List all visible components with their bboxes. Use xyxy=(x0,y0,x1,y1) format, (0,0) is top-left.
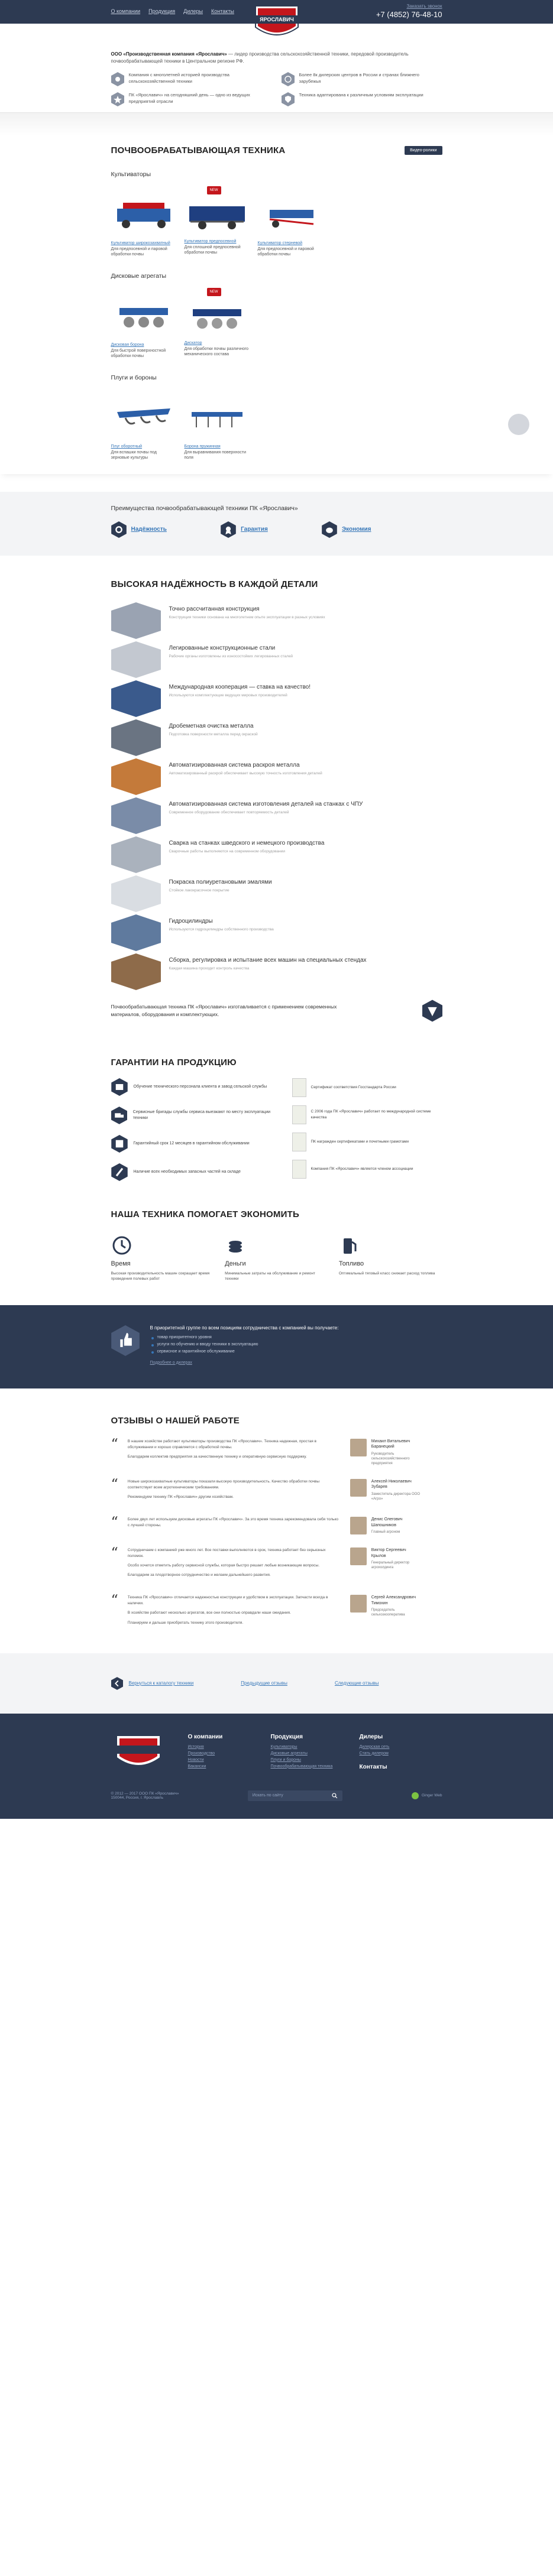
footer-link[interactable]: История xyxy=(187,1744,204,1749)
reliability-item-title: Сварка на станках шведского и немецкого производства xyxy=(169,839,325,846)
footer-heading[interactable]: Дилеры xyxy=(359,1733,383,1740)
star-icon xyxy=(111,92,124,106)
economy-item xyxy=(339,1235,442,1281)
guarantee-list xyxy=(111,1078,283,1192)
review-text xyxy=(128,1595,341,1629)
product-image xyxy=(111,287,176,339)
certificate-image xyxy=(292,1133,306,1151)
main-nav xyxy=(111,8,234,14)
certificate-item[interactable] xyxy=(292,1160,442,1179)
reviews-section xyxy=(111,1388,442,1653)
footer-col-dealers xyxy=(360,1734,442,1775)
footer-link[interactable]: Культиваторы xyxy=(270,1744,297,1749)
certificate-text: Компания ПК «Ярославич» является членом ассоциации xyxy=(311,1167,413,1172)
preference-item: товар приоритетного уровня xyxy=(157,1335,339,1339)
author-position: Председатель сельхозкооператива xyxy=(371,1608,405,1617)
new-badge: NEW xyxy=(207,186,221,194)
reliability-item-title: Автоматизированная система раскроя металла xyxy=(169,761,300,768)
reliability-image xyxy=(111,680,161,717)
review-paragraph: В хозяйстве работают несколько агрегатов, все они полностью оправдали наши ожидания. xyxy=(127,1611,291,1615)
product-card[interactable] xyxy=(185,388,250,460)
guarantee-text: Обучение технического персонала клиента и завод сельской службы xyxy=(133,1084,267,1089)
reliability-item xyxy=(111,836,442,875)
feature-list xyxy=(111,72,442,106)
author-name: Алексей Николаевич Зубарев xyxy=(371,1479,412,1490)
new-badge: NEW xyxy=(207,288,221,296)
economy-desc: Минимальные затраты на обслуживание и ремонт техники xyxy=(225,1271,315,1281)
avatar xyxy=(350,1517,367,1534)
tractor-icon xyxy=(111,72,124,86)
nav-link[interactable]: Дилеры xyxy=(183,8,203,14)
author-name: Михаил Витальевич Баранецкий xyxy=(371,1439,410,1449)
brand-name: ЯРОСЛАВИЧ xyxy=(259,17,294,22)
review-paragraph: Техника ПК «Ярославич» отличается надежностью конструкции и удобством в эксплуатации. Запчасти всегда в наличии. xyxy=(127,1595,328,1606)
product-list xyxy=(111,388,442,460)
preference-item: услуги по обучению и вводу техники в эксплуатацию xyxy=(157,1342,339,1347)
reliability-item xyxy=(111,875,442,914)
globe-icon xyxy=(282,72,295,86)
reliability-image xyxy=(111,875,161,912)
certificate-list xyxy=(292,1078,442,1192)
footer-link[interactable]: Дисковые агрегаты xyxy=(270,1751,308,1756)
guarantee-text: Наличие всех необходимых запасных частей на складе xyxy=(133,1169,241,1174)
back-to-catalog-link[interactable]: Вернуться к каталогу техники xyxy=(128,1680,194,1686)
reliability-item-title: Легированные конструкционные стали xyxy=(169,644,276,651)
footer-heading[interactable]: Контакты xyxy=(359,1763,387,1770)
advantages-section xyxy=(0,492,553,556)
product-image xyxy=(185,388,250,440)
reliability-item-desc: Каждая машина проходит контроль качества xyxy=(169,966,250,971)
product-list xyxy=(111,287,442,359)
gear-icon xyxy=(111,521,127,538)
reliability-item xyxy=(111,680,442,719)
footer-heading[interactable]: Продукция xyxy=(270,1733,303,1740)
product-name[interactable]: Дискатор xyxy=(184,341,202,346)
quote-icon: “ xyxy=(111,1514,118,1531)
reliability-item-desc: Используются комплектующие ведущих мировых производителей xyxy=(169,693,287,697)
site-search xyxy=(248,1790,342,1801)
guarantee-item xyxy=(111,1107,283,1124)
guarantee-item xyxy=(111,1135,283,1153)
reliability-summary: Почвообрабатывающая техника ПК «Ярославич» изготавливается с применением современных материалов, оборудования и комплектующих. xyxy=(111,1003,337,1017)
tab-reliability[interactable] xyxy=(111,521,167,538)
reliability-item-title: Сборка, регулировка и испытание всех машин на специальных стендах xyxy=(169,956,367,963)
feature-item xyxy=(111,72,272,86)
economy-section xyxy=(111,1192,442,1281)
avatar xyxy=(350,1595,367,1613)
prev-reviews-link[interactable]: Предыдущие отзывы xyxy=(241,1680,287,1686)
reviews-list xyxy=(111,1435,442,1630)
arrow-left-icon[interactable] xyxy=(111,1677,123,1690)
economy-title-item: Топливо xyxy=(338,1260,364,1267)
avatar xyxy=(350,1439,367,1456)
intro-section xyxy=(111,24,442,112)
product-name[interactable]: Дисковая борона xyxy=(111,343,144,348)
feature-text: Более 8к дилерских центров в России и странах ближнего зарубежья xyxy=(299,72,419,84)
quote-icon: “ xyxy=(111,1592,118,1609)
economy-title-item: Время xyxy=(111,1260,131,1267)
reliability-title: ВЫСОКАЯ НАДЁЖНОСТЬ В КАЖДОЙ ДЕТАЛИ xyxy=(111,579,318,589)
tab-label: Экономия xyxy=(341,526,371,533)
footer-col-company xyxy=(188,1734,271,1775)
avatar xyxy=(350,1547,367,1565)
product-list xyxy=(111,185,442,257)
guarantee-item xyxy=(111,1078,283,1096)
product-name[interactable]: Плуг оборотный xyxy=(111,445,143,449)
copyright: © 2012 — 2017 ООО ПК «Ярославич» xyxy=(111,1791,179,1796)
product-card[interactable] xyxy=(111,185,176,257)
product-name[interactable]: Культиватор предпосевной xyxy=(184,239,237,244)
product-desc: Для быстрой поверхностной обработки почвы xyxy=(111,349,166,359)
advantages-title: Преимущества почвообрабатывающей техники ПК «Ярославич» xyxy=(111,504,298,512)
author-name: Виктор Сергеевич Крылов xyxy=(371,1548,406,1558)
certificate-text: Сертификат соответствия Госстандарта России xyxy=(311,1085,396,1090)
tab-economy[interactable] xyxy=(322,521,371,538)
reviews-navigation xyxy=(0,1653,553,1714)
wrench-icon xyxy=(111,1163,128,1181)
reliability-item-desc: Автоматизированный раскрой обеспечивает высокую точность изготовления деталей xyxy=(169,771,322,776)
review-author xyxy=(350,1479,421,1504)
search-input[interactable] xyxy=(253,1793,328,1798)
reliability-footer xyxy=(111,1000,442,1022)
review-author xyxy=(350,1595,421,1629)
reliability-item-desc: Рабочие органы изготовлены из износостойких легированных сталей xyxy=(169,654,293,658)
guarantee-title: ГАРАНТИИ НА ПРОДУКЦИЮ xyxy=(111,1057,237,1068)
phone-number[interactable]: +7 (4852) 76-48-10 xyxy=(376,10,442,19)
author-position: Главный агроном xyxy=(371,1530,400,1534)
advantages-tabs xyxy=(111,521,371,538)
reliability-image xyxy=(111,641,161,678)
review-item xyxy=(111,1547,442,1582)
feature-item xyxy=(111,92,272,106)
reliability-image xyxy=(111,836,161,873)
certificate-item[interactable] xyxy=(292,1133,442,1151)
author-position: Генеральный директор агрохолдинга xyxy=(371,1560,410,1570)
callback-link[interactable]: Заказать звонок xyxy=(406,4,442,9)
economy-item xyxy=(111,1235,215,1281)
product-image xyxy=(258,185,323,237)
book-icon xyxy=(111,1078,128,1096)
intro-body: — лидер производства сельскохозяйственной техники, передовой производитель почвообрабатывающей техники в Центральном регионе РФ. xyxy=(111,51,409,64)
review-paragraph: В нашем хозяйстве работают культиваторы производства ПК «Ярославич». Техника надежная, простая в обслуживании и хорошо справляется с обработкой почвы. xyxy=(127,1439,317,1449)
reliability-list xyxy=(111,602,442,992)
preferences-list xyxy=(150,1335,339,1354)
guarantee-text: Гарантийный срок 12 месяцев в гарантийном обслуживании xyxy=(133,1141,250,1146)
feature-text: Техника адаптирована к различным условиям эксплуатации xyxy=(299,92,423,98)
review-author xyxy=(350,1547,421,1582)
truck-icon xyxy=(111,1107,127,1124)
feature-item xyxy=(282,92,442,106)
dealer-preferences xyxy=(0,1305,553,1388)
developer-logo-icon xyxy=(411,1792,419,1800)
brand-hex-icon xyxy=(422,1000,442,1022)
nav-link[interactable]: О компании xyxy=(111,8,141,14)
review-text xyxy=(128,1517,341,1534)
reliability-item-desc: Современное оборудование обеспечивает повторяемость деталей xyxy=(169,810,289,815)
footer-link[interactable]: Дилерская сеть xyxy=(359,1744,390,1749)
footer-col-products xyxy=(271,1734,360,1775)
review-paragraph: Новые широкозахватные культиваторы показали высокую производительность. Качество обработки почвы соответствует всем агротехническим требованиям. xyxy=(127,1479,320,1490)
header xyxy=(0,0,553,24)
reliability-item-desc: Используются гидроцилиндры собственного производства xyxy=(169,927,274,932)
review-paragraph: Планируем и дальше приобретать технику этого производителя. xyxy=(127,1620,244,1625)
reliability-item-title: Покраска полиуретановыми эмалями xyxy=(169,878,272,885)
review-item xyxy=(111,1475,442,1504)
reliability-image xyxy=(111,953,161,990)
thumbs-up-icon xyxy=(111,1325,140,1356)
reliability-item xyxy=(111,641,442,680)
review-paragraph: Благодарим за плодотворное сотрудничество и желаем дальнейшего развития. xyxy=(127,1573,271,1578)
reliability-image xyxy=(111,719,161,756)
certificate-item[interactable] xyxy=(292,1078,442,1097)
product-image xyxy=(185,185,250,237)
product-desc: Для предпосевной и паровой обработки почвы xyxy=(111,247,167,257)
review-text xyxy=(128,1479,341,1504)
product-image xyxy=(185,287,250,339)
guarantee-text: Сервисные бригады службы сервиса выезжают по месту эксплуатации техники xyxy=(132,1109,271,1120)
nav-link[interactable]: Продукция xyxy=(148,8,176,14)
reliability-item-desc: Стойкое лакокрасочное покрытие xyxy=(169,888,229,893)
reliability-item xyxy=(111,719,442,758)
reliability-item xyxy=(111,602,442,641)
footer-link[interactable]: Стать дилером xyxy=(359,1751,389,1756)
product-name[interactable]: Культиватор широкозахватный xyxy=(111,241,170,245)
certificate-image xyxy=(292,1078,306,1097)
reliability-image xyxy=(111,914,161,951)
reliability-image xyxy=(111,758,161,795)
divider xyxy=(0,112,553,136)
review-item xyxy=(111,1514,442,1534)
product-card[interactable] xyxy=(185,185,250,257)
review-paragraph: Более двух лет используем дисковые агрегаты ПК «Ярославич». За это время техника зарекомендовала себя только с лучшей стороны. xyxy=(127,1517,339,1528)
category-title: Культиваторы xyxy=(111,171,151,178)
quote-icon: “ xyxy=(111,1435,118,1452)
avatar xyxy=(350,1479,367,1497)
reliability-item xyxy=(111,797,442,836)
product-desc: Для вспашки почвы под зерновые культуры xyxy=(111,450,157,460)
catalog-section xyxy=(0,145,553,474)
product-name[interactable]: Борона пружинная xyxy=(184,445,221,449)
dealers-link[interactable]: Подробнее о дилерах xyxy=(150,1360,192,1365)
author-name: Сергей Александрович Тимохин xyxy=(371,1595,416,1605)
reliability-item-title: Международная кооперация — ставка на качество! xyxy=(169,683,311,690)
piggy-icon xyxy=(322,521,337,538)
product-desc: Для предпосевной и паровой обработки почвы xyxy=(257,247,314,257)
preferences-intro: В приоритетной группе по всем позициям сотрудничества с компанией вы получаете: xyxy=(150,1325,339,1331)
footer-bottom xyxy=(111,1790,442,1801)
guarantee-section xyxy=(111,1022,442,1192)
reliability-image xyxy=(111,602,161,639)
product-card[interactable] xyxy=(111,388,176,460)
address: 150044, Россия, г. Ярославль xyxy=(111,1795,163,1800)
economy-title-item: Деньги xyxy=(225,1260,246,1267)
quote-icon: “ xyxy=(111,1545,118,1562)
tab-label: Гарантия xyxy=(241,526,268,533)
review-item xyxy=(111,1592,442,1629)
review-item xyxy=(111,1435,442,1466)
contact-box xyxy=(376,4,442,19)
tab-guarantee[interactable] xyxy=(221,521,268,538)
author-position: Заместитель директора ООО «Агро» xyxy=(371,1492,420,1501)
product-card[interactable] xyxy=(185,287,250,359)
reliability-item-desc: Конструкция техники основана на многолетнем опыте эксплуатации в разных условиях xyxy=(169,615,325,619)
nav-link[interactable]: Контакты xyxy=(211,8,234,14)
footer-link[interactable]: Плуги и бороны xyxy=(270,1757,301,1762)
developer-credit[interactable] xyxy=(411,1792,442,1800)
product-desc: Для выравнивания поверхности поля xyxy=(184,450,247,460)
guarantee-item xyxy=(111,1163,283,1181)
video-button[interactable]: Видео-ролики xyxy=(405,146,442,155)
reliability-section xyxy=(111,556,442,1022)
certificate-image xyxy=(292,1105,306,1124)
review-paragraph: Особо хочется отметить работу сервисной службы, которая быстро решает любые возникающие вопросы. xyxy=(127,1563,320,1568)
feature-item xyxy=(282,72,442,86)
economy-desc: Оптимальный тяговый класс снижает расход топлива xyxy=(338,1271,435,1276)
feature-text: ПК «Ярославич» на сегодняшний день — одно из ведущих предприятий отрасли xyxy=(128,92,250,104)
economy-desc: Высокая производительность машин сокращает время проведения полевых работ xyxy=(111,1271,210,1281)
reliability-item xyxy=(111,914,442,953)
next-reviews-link[interactable]: Следующие отзывы xyxy=(334,1680,379,1686)
preference-item: сервисное и гарантийное обслуживание xyxy=(157,1349,339,1354)
reliability-image xyxy=(111,797,161,834)
product-image xyxy=(111,185,176,237)
review-text xyxy=(128,1547,341,1582)
reliability-item xyxy=(111,953,442,992)
economy-item xyxy=(225,1235,328,1281)
footer-link[interactable]: Вакансии xyxy=(187,1764,206,1769)
certificate-text: ПК награжден сертификатами и почетными грамотами xyxy=(311,1140,409,1144)
author-name: Денис Олегович Шапошников xyxy=(371,1517,403,1527)
clock-icon xyxy=(111,1235,132,1256)
review-text xyxy=(128,1439,341,1466)
tab-label: Надёжность xyxy=(131,526,167,533)
product-desc: Для обработки почвы различного механического состава xyxy=(184,347,249,357)
calendar-icon xyxy=(111,1135,128,1153)
review-author xyxy=(350,1439,421,1466)
coins-icon xyxy=(225,1235,246,1256)
certificate-text: С 2006 года ПК «Ярославич» работает по международной системе качества xyxy=(311,1109,431,1120)
product-image xyxy=(111,388,176,440)
footer-link[interactable]: Производство xyxy=(187,1751,215,1756)
reliability-item-title: Гидроцилиндры xyxy=(169,917,213,924)
reliability-item xyxy=(111,758,442,797)
scroll-up-button[interactable] xyxy=(508,414,529,435)
medal-icon xyxy=(221,521,236,538)
footer-logo[interactable] xyxy=(111,1734,166,1770)
quote-icon: “ xyxy=(111,1475,118,1493)
footer-heading[interactable]: О компании xyxy=(187,1733,223,1740)
fuel-icon xyxy=(339,1235,360,1256)
developer-name: Ginger Web xyxy=(421,1793,442,1798)
reviews-title: ОТЗЫВЫ О НАШЕЙ РАБОТЕ xyxy=(111,1415,240,1426)
product-name[interactable]: Культиватор стерневой xyxy=(257,241,303,245)
footer-link[interactable]: Почвообрабатывающая техника xyxy=(270,1764,333,1769)
search-icon[interactable] xyxy=(332,1793,338,1799)
review-author xyxy=(350,1517,421,1534)
product-card[interactable] xyxy=(111,287,176,359)
economy-title: НАША ТЕХНИКА ПОМОГАЕТ ЭКОНОМИТЬ xyxy=(111,1209,299,1219)
reliability-item-title: Дробеметная очистка металла xyxy=(169,722,254,729)
review-paragraph: Благодарим коллектив предприятия за качественную технику и оперативную сервисную поддержку. xyxy=(127,1454,307,1459)
category-title: Дисковые агрегаты xyxy=(111,272,167,280)
reliability-item-title: Автоматизированная система изготовления деталей на станках с ЧПУ xyxy=(169,800,363,807)
intro-text xyxy=(111,51,442,65)
footer-link[interactable]: Новости xyxy=(187,1757,204,1762)
catalog-title: ПОЧВООБРАБАТЫВАЮЩАЯ ТЕХНИКА xyxy=(111,145,286,155)
author-position: Руководитель сельскохозяйственного предприятия xyxy=(371,1452,410,1465)
reliability-item-title: Точно рассчитанная конструкция xyxy=(169,605,260,612)
review-paragraph: Сотрудничаем с компанией уже много лет. Все поставки выполняются в срок, техника работает без серьезных поломок. xyxy=(127,1548,326,1559)
shield-icon xyxy=(282,92,295,106)
review-paragraph: Рекомендуем технику ПК «Ярославич» другим хозяйствам. xyxy=(127,1495,234,1500)
product-desc: Для сплошной предпосевной обработки почвы xyxy=(184,245,241,255)
certificate-item[interactable] xyxy=(292,1105,442,1124)
company-name: ООО «Производственная компания «Ярославич» xyxy=(111,51,227,57)
reliability-item-desc: Сварочные работы выполняются на современном оборудовании xyxy=(169,849,286,854)
feature-text: Компания с многолетней историей производства сельскохозяйственной техники xyxy=(128,72,229,84)
footer xyxy=(0,1714,553,1819)
product-card[interactable] xyxy=(258,185,323,257)
reliability-item-desc: Подготовка поверхности металла перед окраской xyxy=(169,732,258,737)
category-title: Плуги и бороны xyxy=(111,374,157,382)
certificate-image xyxy=(292,1160,306,1179)
